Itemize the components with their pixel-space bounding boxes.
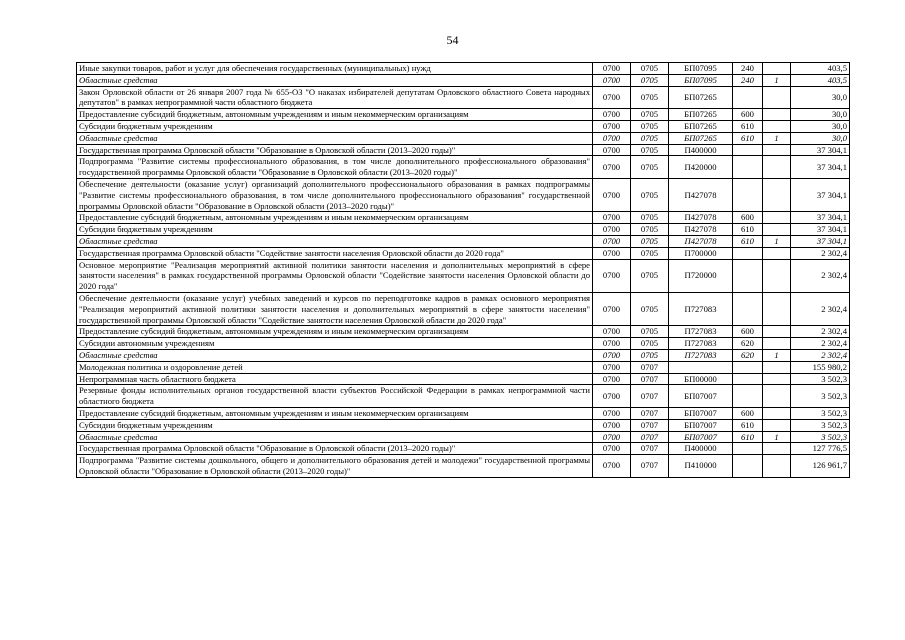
target-article-cell: П400000: [669, 443, 733, 455]
funding-source-cell: [763, 120, 791, 132]
target-article-cell: П410000: [669, 455, 733, 478]
expense-type-cell: [733, 144, 763, 156]
funding-source-cell: [763, 292, 791, 325]
amount-cell: 2 302,4: [791, 326, 850, 338]
target-article-cell: БП07265: [669, 86, 733, 109]
section-code-cell: 0700: [593, 63, 631, 75]
expense-type-cell: 610: [733, 419, 763, 431]
amount-cell: 3 502,3: [791, 373, 850, 385]
table-row: [77, 349, 850, 361]
amount-cell: 37 304,1: [791, 235, 850, 247]
expense-type-cell: 610: [733, 224, 763, 236]
table-row: [77, 338, 850, 350]
section-code-cell: 0700: [593, 443, 631, 455]
funding-source-cell: [763, 156, 791, 179]
target-article-cell: П400000: [669, 144, 733, 156]
target-article-cell: П420000: [669, 156, 733, 179]
amount-cell: 30,0: [791, 86, 850, 109]
table-row: [77, 443, 850, 455]
amount-cell: 3 502,3: [791, 407, 850, 419]
section-code-cell: 0700: [593, 385, 631, 408]
section-code-cell: 0700: [593, 156, 631, 179]
expense-type-cell: [733, 443, 763, 455]
row-name-cell: Основное мероприятие "Реализация мероприятий активной политики занятости населения и дополнительных мероприятий в сфере занятости населения" в рамках государственной программы Орловской области "Содействие занятости населения Орловской области до 2020 года": [77, 259, 593, 292]
subsection-code-cell: 0705: [631, 235, 669, 247]
amount-cell: 2 302,4: [791, 247, 850, 259]
amount-cell: 403,5: [791, 74, 850, 86]
section-code-cell: 0700: [593, 224, 631, 236]
expense-type-cell: 600: [733, 407, 763, 419]
row-name-cell: Молодежная политика и оздоровление детей: [77, 361, 593, 373]
expense-type-cell: [733, 259, 763, 292]
row-name-cell: Предоставление субсидий бюджетным, автономным учреждениям и иным некоммерческим организациям: [77, 212, 593, 224]
section-code-cell: 0700: [593, 120, 631, 132]
table-row: [77, 419, 850, 431]
funding-source-cell: [763, 212, 791, 224]
subsection-code-cell: 0705: [631, 144, 669, 156]
amount-cell: 3 502,3: [791, 385, 850, 408]
subsection-code-cell: 0707: [631, 455, 669, 478]
amount-cell: 37 304,1: [791, 144, 850, 156]
funding-source-cell: [763, 144, 791, 156]
amount-cell: 126 961,7: [791, 455, 850, 478]
expense-type-cell: 610: [733, 120, 763, 132]
amount-cell: 37 304,1: [791, 178, 850, 211]
expense-type-cell: 620: [733, 349, 763, 361]
section-code-cell: 0700: [593, 132, 631, 144]
row-name-cell: Государственная программа Орловской области "Образование в Орловской области (2013–2020 годы)": [77, 144, 593, 156]
table-row: [77, 63, 850, 75]
table-row: [77, 109, 850, 121]
expense-type-cell: 240: [733, 74, 763, 86]
funding-source-cell: [763, 224, 791, 236]
target-article-cell: БП07265: [669, 109, 733, 121]
expense-type-cell: 240: [733, 63, 763, 75]
funding-source-cell: [763, 361, 791, 373]
row-name-cell: Областные средства: [77, 431, 593, 443]
subsection-code-cell: 0705: [631, 349, 669, 361]
table-row: [77, 385, 850, 408]
row-name-cell: Государственная программа Орловской области "Содействие занятости населения Орловской области до 2020 года": [77, 247, 593, 259]
subsection-code-cell: 0705: [631, 326, 669, 338]
table-row: [77, 431, 850, 443]
target-article-cell: П700000: [669, 247, 733, 259]
amount-cell: 3 502,3: [791, 431, 850, 443]
amount-cell: 37 304,1: [791, 156, 850, 179]
target-article-cell: БП07265: [669, 132, 733, 144]
target-article-cell: П727083: [669, 326, 733, 338]
table-row: [77, 212, 850, 224]
target-article-cell: П727083: [669, 292, 733, 325]
row-name-cell: Субсидии бюджетным учреждениям: [77, 419, 593, 431]
subsection-code-cell: 0707: [631, 373, 669, 385]
funding-source-cell: 1: [763, 349, 791, 361]
expense-type-cell: [733, 156, 763, 179]
section-code-cell: 0700: [593, 178, 631, 211]
subsection-code-cell: 0705: [631, 178, 669, 211]
section-code-cell: 0700: [593, 74, 631, 86]
subsection-code-cell: 0705: [631, 120, 669, 132]
funding-source-cell: [763, 385, 791, 408]
section-code-cell: 0700: [593, 338, 631, 350]
subsection-code-cell: 0705: [631, 259, 669, 292]
target-article-cell: БП07265: [669, 120, 733, 132]
section-code-cell: 0700: [593, 373, 631, 385]
target-article-cell: П720000: [669, 259, 733, 292]
funding-source-cell: 1: [763, 132, 791, 144]
subsection-code-cell: 0705: [631, 212, 669, 224]
funding-source-cell: [763, 419, 791, 431]
section-code-cell: 0700: [593, 247, 631, 259]
target-article-cell: [669, 361, 733, 373]
table-row: [77, 120, 850, 132]
row-name-cell: Государственная программа Орловской области "Образование в Орловской области (2013–2020 годы)": [77, 443, 593, 455]
section-code-cell: 0700: [593, 259, 631, 292]
table-row: [77, 373, 850, 385]
budget-table: [76, 62, 850, 478]
subsection-code-cell: 0707: [631, 361, 669, 373]
row-name-cell: Предоставление субсидий бюджетным, автономным учреждениям и иным некоммерческим организациям: [77, 326, 593, 338]
funding-source-cell: [763, 109, 791, 121]
expense-type-cell: 600: [733, 326, 763, 338]
section-code-cell: 0700: [593, 292, 631, 325]
target-article-cell: П727083: [669, 338, 733, 350]
target-article-cell: БП07095: [669, 63, 733, 75]
row-name-cell: Субсидии бюджетным учреждениям: [77, 120, 593, 132]
amount-cell: 37 304,1: [791, 212, 850, 224]
target-article-cell: БП00000: [669, 373, 733, 385]
amount-cell: 37 304,1: [791, 224, 850, 236]
section-code-cell: 0700: [593, 455, 631, 478]
target-article-cell: БП07007: [669, 419, 733, 431]
row-name-cell: Предоставление субсидий бюджетным, автономным учреждениям и иным некоммерческим организациям: [77, 109, 593, 121]
amount-cell: 2 302,4: [791, 349, 850, 361]
amount-cell: 30,0: [791, 120, 850, 132]
section-code-cell: 0700: [593, 431, 631, 443]
expense-type-cell: [733, 247, 763, 259]
target-article-cell: П427078: [669, 178, 733, 211]
section-code-cell: 0700: [593, 235, 631, 247]
expense-type-cell: 600: [733, 212, 763, 224]
funding-source-cell: [763, 373, 791, 385]
row-name-cell: Непрограммная часть областного бюджета: [77, 373, 593, 385]
expense-type-cell: 620: [733, 338, 763, 350]
subsection-code-cell: 0705: [631, 63, 669, 75]
subsection-code-cell: 0705: [631, 292, 669, 325]
funding-source-cell: [763, 86, 791, 109]
funding-source-cell: [763, 443, 791, 455]
page-number: 54: [446, 33, 459, 47]
table-row: [77, 247, 850, 259]
table-row: [77, 407, 850, 419]
row-name-cell: Предоставление субсидий бюджетным, автономным учреждениям и иным некоммерческим организациям: [77, 407, 593, 419]
table-row: [77, 178, 850, 211]
subsection-code-cell: 0705: [631, 132, 669, 144]
subsection-code-cell: 0707: [631, 419, 669, 431]
expense-type-cell: [733, 86, 763, 109]
table-row: [77, 144, 850, 156]
table-row: [77, 86, 850, 109]
table-row: [77, 455, 850, 478]
target-article-cell: П427078: [669, 235, 733, 247]
expense-type-cell: [733, 455, 763, 478]
target-article-cell: БП07007: [669, 385, 733, 408]
target-article-cell: БП07007: [669, 407, 733, 419]
section-code-cell: 0700: [593, 212, 631, 224]
expense-type-cell: 610: [733, 235, 763, 247]
funding-source-cell: [763, 247, 791, 259]
table-row: [77, 224, 850, 236]
funding-source-cell: [763, 455, 791, 478]
amount-cell: 2 302,4: [791, 259, 850, 292]
section-code-cell: 0700: [593, 326, 631, 338]
subsection-code-cell: 0705: [631, 338, 669, 350]
section-code-cell: 0700: [593, 419, 631, 431]
table-row: [77, 156, 850, 179]
subsection-code-cell: 0705: [631, 86, 669, 109]
row-name-cell: Областные средства: [77, 132, 593, 144]
subsection-code-cell: 0705: [631, 224, 669, 236]
subsection-code-cell: 0707: [631, 431, 669, 443]
row-name-cell: Обеспечение деятельности (оказание услуг) учебных заведений и курсов по переподготовке кадров в рамках основного мероприятия "Реализация мероприятий активной политики занятости населения и дополнительных мероприятий в сфере занятости населения" государственной программы Орловской области "Содействие занятости населения Орловской области до 2020 года": [77, 292, 593, 325]
subsection-code-cell: 0707: [631, 385, 669, 408]
target-article-cell: П727083: [669, 349, 733, 361]
target-article-cell: БП07095: [669, 74, 733, 86]
funding-source-cell: [763, 178, 791, 211]
table-row: [77, 132, 850, 144]
subsection-code-cell: 0705: [631, 156, 669, 179]
expense-type-cell: 600: [733, 109, 763, 121]
section-code-cell: 0700: [593, 407, 631, 419]
amount-cell: 3 502,3: [791, 419, 850, 431]
amount-cell: 403,5: [791, 63, 850, 75]
section-code-cell: 0700: [593, 86, 631, 109]
section-code-cell: 0700: [593, 361, 631, 373]
budget-table-body: [77, 63, 850, 478]
expense-type-cell: [733, 178, 763, 211]
funding-source-cell: [763, 338, 791, 350]
row-name-cell: Резервные фонды исполнительных органов государственной власти субъектов Российской Федерации в рамках непрограммной части областного бюджета: [77, 385, 593, 408]
funding-source-cell: 1: [763, 431, 791, 443]
amount-cell: 2 302,4: [791, 292, 850, 325]
expense-type-cell: 610: [733, 431, 763, 443]
row-name-cell: Субсидии автономным учреждениям: [77, 338, 593, 350]
table-row: [77, 326, 850, 338]
table-row: [77, 259, 850, 292]
expense-type-cell: [733, 361, 763, 373]
section-code-cell: 0700: [593, 349, 631, 361]
target-article-cell: П427078: [669, 212, 733, 224]
table-row: [77, 292, 850, 325]
funding-source-cell: [763, 326, 791, 338]
row-name-cell: Обеспечение деятельности (оказание услуг) организаций дополнительного профессионального образования в рамках подпрограммы "Развитие системы профессионального образования, в том числе дополнительного профессионального образования" государственной программы Орловской области "Образование в Орловской области (2013–2020 годы)": [77, 178, 593, 211]
target-article-cell: П427078: [669, 224, 733, 236]
row-name-cell: Областные средства: [77, 74, 593, 86]
amount-cell: 127 776,5: [791, 443, 850, 455]
row-name-cell: Иные закупки товаров, работ и услуг для обеспечения государственных (муниципальных) нужд: [77, 63, 593, 75]
funding-source-cell: 1: [763, 74, 791, 86]
subsection-code-cell: 0705: [631, 247, 669, 259]
funding-source-cell: 1: [763, 235, 791, 247]
row-name-cell: Областные средства: [77, 349, 593, 361]
expense-type-cell: [733, 385, 763, 408]
funding-source-cell: [763, 63, 791, 75]
row-name-cell: Областные средства: [77, 235, 593, 247]
amount-cell: 30,0: [791, 109, 850, 121]
expense-type-cell: 610: [733, 132, 763, 144]
subsection-code-cell: 0707: [631, 407, 669, 419]
section-code-cell: 0700: [593, 109, 631, 121]
row-name-cell: Подпрограмма "Развитие системы профессионального образования, в том числе дополнительного профессионального образования" государственной программы Орловской области "Образование в Орловской области (2013–2020 годы)": [77, 156, 593, 179]
row-name-cell: Субсидии бюджетным учреждениям: [77, 224, 593, 236]
funding-source-cell: [763, 407, 791, 419]
row-name-cell: Подпрограмма "Развитие системы дошкольного, общего и дополнительного образования детей и молодежи" государственной программы Орловской области "Образование в Орловской области (2013–2020 годы)": [77, 455, 593, 478]
section-code-cell: 0700: [593, 144, 631, 156]
expense-type-cell: [733, 373, 763, 385]
target-article-cell: БП07007: [669, 431, 733, 443]
amount-cell: 30,0: [791, 132, 850, 144]
subsection-code-cell: 0705: [631, 109, 669, 121]
funding-source-cell: [763, 259, 791, 292]
table-row: [77, 235, 850, 247]
row-name-cell: Закон Орловской области от 26 января 2007 года № 655-ОЗ "О наказах избирателей депутатам Орловского областного Совета народных депутатов" в рамках непрограммной части областного бюджета: [77, 86, 593, 109]
amount-cell: 155 980,2: [791, 361, 850, 373]
subsection-code-cell: 0705: [631, 74, 669, 86]
expense-type-cell: [733, 292, 763, 325]
table-row: [77, 74, 850, 86]
table-row: [77, 361, 850, 373]
amount-cell: 2 302,4: [791, 338, 850, 350]
subsection-code-cell: 0707: [631, 443, 669, 455]
